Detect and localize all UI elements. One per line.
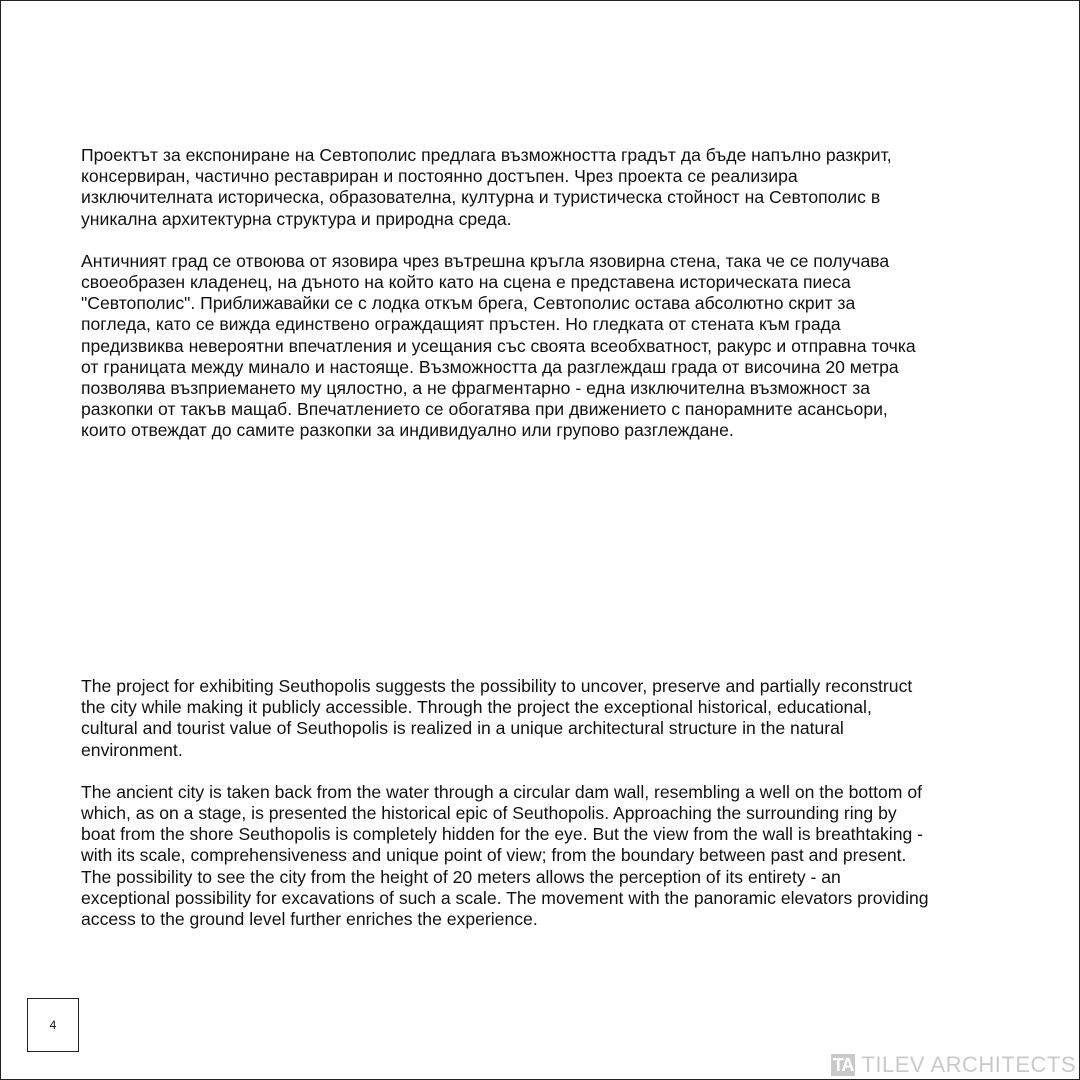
text-line: погледа, като се вижда единствено ограждащият пръстен. Но гледката от стената към града: [81, 314, 841, 335]
watermark-logo: TA: [832, 1054, 854, 1075]
text-line: which, as on a stage, is presented the historical epic of Seuthopolis. Approaching the surrounding ring by: [81, 803, 897, 824]
text-line: предизвиква невероятни впечатления и усещания със своята всеобхватност, ракурс и отправна точка: [81, 335, 916, 356]
text-line: Проектът за експониране на Севтополис предлага възможността градът да бъде напълно разкрит,: [81, 145, 892, 165]
text-line: които отвеждат до самите разкопки за индивидуално или групово разглеждане.: [81, 420, 734, 441]
text-line: boat from the shore Seuthopolis is completely hidden for the eye. But the view from the wall is breathtaking -: [81, 824, 924, 845]
text-line: the city while making it publicly accessible. Through the project the exceptional historical, educational,: [81, 697, 872, 718]
text-line: The project for exhibiting Seuthopolis suggests the possibility to uncover, preserve and partially reconstruct: [81, 676, 913, 696]
text-line: access to the ground level further enriches the experience.: [81, 909, 538, 930]
text-line: разкопки от такъв мащаб. Впечатлението се обогатява при движението с панорамните асансьори,: [81, 399, 888, 420]
english-paragraph-1: [81, 676, 1041, 761]
text-line: cultural and tourist value of Seuthopolis is realized in a unique architectural structure in the natural: [81, 718, 844, 739]
english-text-block: [81, 676, 1041, 930]
text-line: от границата между минало и настояще. Възможността да разглеждаш града от височина 20 метра: [81, 356, 899, 377]
text-line: The ancient city is taken back from the water through a circular dam wall, resembling a well on the bottom of: [81, 781, 922, 802]
text-line: Античният град се отвоюва от язовира чрез вътрешна кръгла язовирна стена, така че се получава: [81, 250, 890, 271]
text-line: позволява възприемането му цялостно, а не фрагментарно - една изключителна възможност за: [81, 378, 871, 399]
text-line: with its scale, comprehensiveness and unique point of view; from the boundary between past and present.: [81, 845, 907, 866]
bulgarian-paragraph-1: [81, 145, 1041, 230]
text-line: уникална архитектурна структура и природна среда.: [81, 208, 512, 229]
text-line: environment.: [81, 739, 183, 760]
text-line: изключителната историческа, образователна, културна и туристическа стойност на Севтополис в: [81, 187, 881, 208]
text-line: "Севтополис". Приближавайки се с лодка откъм брега, Севтополис остава абсолютно скрит за: [81, 293, 856, 314]
text-line: The possibility to see the city from the height of 20 meters allows the perception of its entirety - an: [81, 866, 841, 887]
english-paragraph-2: [81, 782, 1041, 930]
page-number: 4: [49, 1018, 57, 1032]
bulgarian-text-block: [81, 145, 1041, 442]
text-line: своеобразен кладенец, на дъното на който като на сцена е представена историческата пиеса: [81, 272, 851, 293]
text-line: консервиран, частично реставриран и постоянно достъпен. Чрез проекта се реализира: [81, 166, 798, 187]
text-line: exceptional possibility for excavations of such a scale. The movement with the panoramic elevators providing: [81, 887, 929, 908]
bulgarian-paragraph-2: [81, 251, 1041, 442]
watermark: [831, 1053, 1076, 1077]
watermark-text: TILEV ARCHITECTS: [861, 1052, 1076, 1077]
page-number-box: [27, 998, 79, 1052]
